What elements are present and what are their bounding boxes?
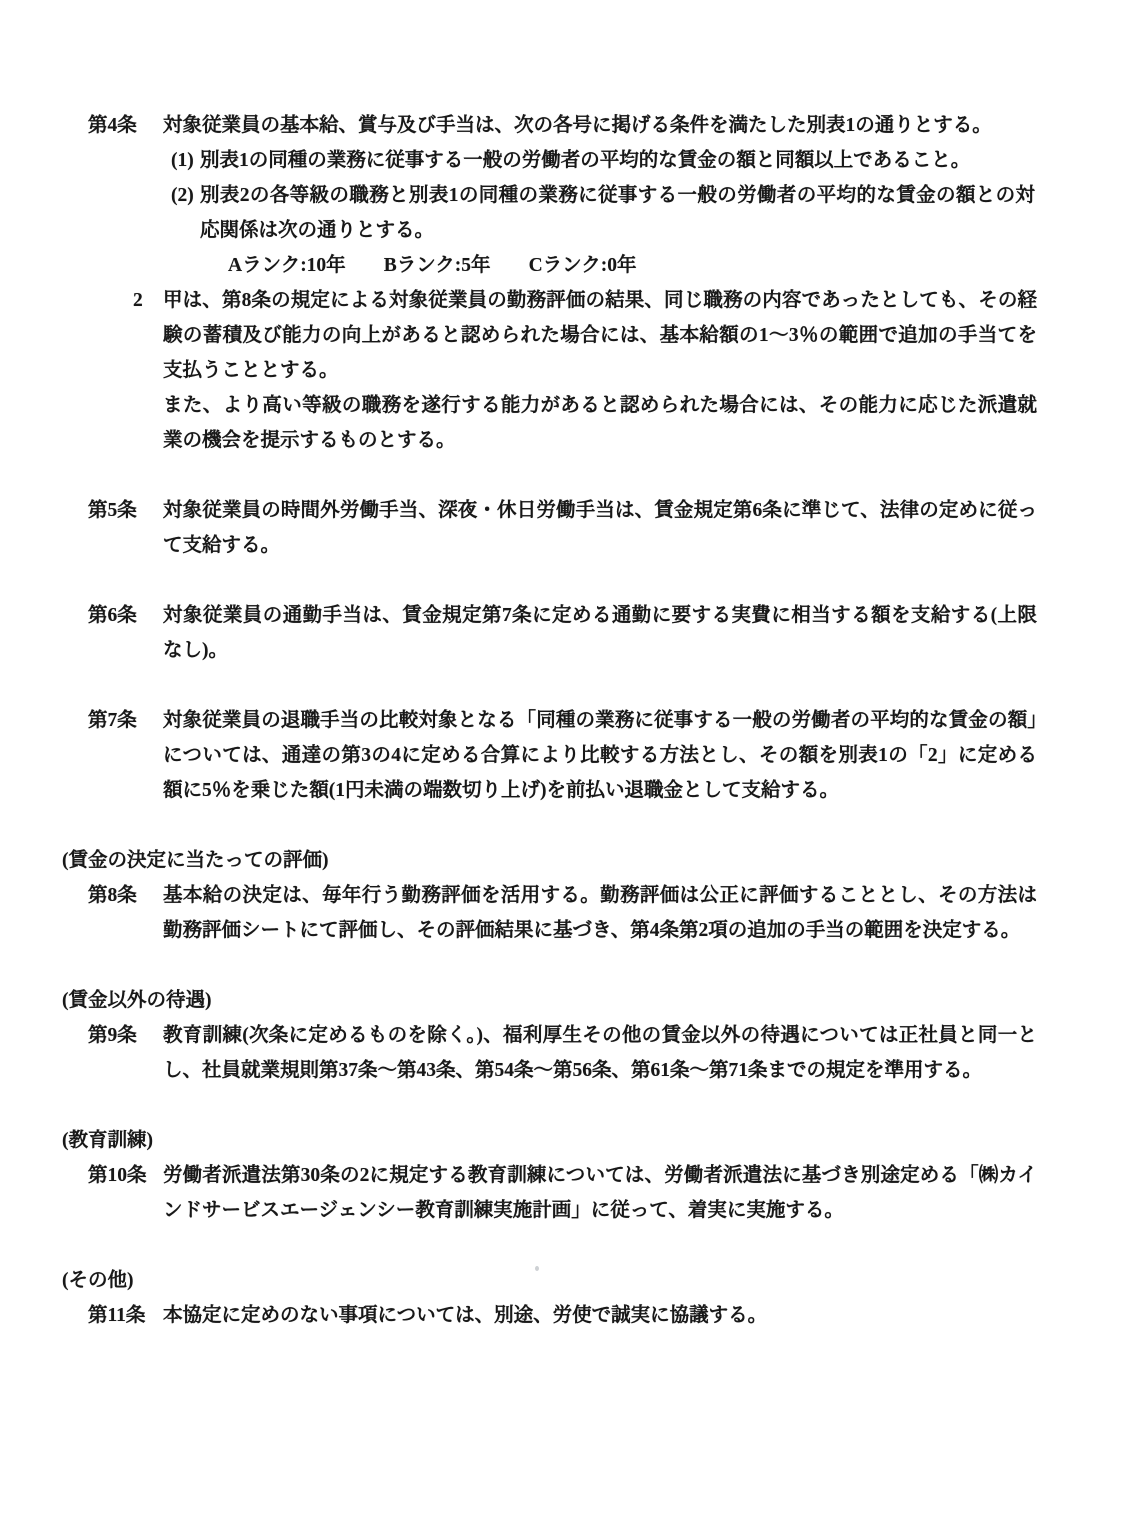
- paragraph-2-text-2: また、より高い等級の職務を遂行する能力があると認められた場合には、その能力に応じた派遣就業の機会を提示するものとする。: [163, 395, 1037, 451]
- article-4-item-2: [0, 178, 1125, 248]
- scan-artifact-speck: [535, 1266, 539, 1271]
- paragraph-2-number: 2: [133, 290, 143, 311]
- article-11-label: 第11条: [88, 1305, 146, 1326]
- article-6-text: 対象従業員の通勤手当は、賃金規定第7条に定める通勤に要する実費に相当する額を支給する(上限なし)。: [163, 605, 1037, 661]
- article-4-item-1: [0, 143, 1125, 178]
- article-10: [0, 1158, 1125, 1228]
- article-6: [0, 598, 1125, 668]
- article-10-text: 労働者派遣法第30条の2に規定する教育訓練については、労働者派遣法に基づき別途定める「㈱カインドサービスエージェンシー教育訓練実施計画」に従って、着実に実施する。: [163, 1165, 1037, 1221]
- rank-b: Bランク:5年: [383, 255, 491, 276]
- section-heading-evaluation: (賃金の決定に当たっての評価): [62, 850, 329, 871]
- article-9: [0, 1018, 1125, 1088]
- article-9-text: 教育訓練(次条に定めるものを除く。)、福利厚生その他の賃金以外の待遇については正社員と同一とし、社員就業規則第37条〜第43条、第54条〜第56条、第61条〜第71条までの規定を準用する。: [163, 1025, 1037, 1081]
- article-11-text: 本協定に定めのない事項については、別途、労使で誠実に協議する。: [163, 1305, 768, 1326]
- article-8-label: 第8条: [88, 885, 137, 906]
- article-4-text: 対象従業員の基本給、賞与及び手当は、次の各号に掲げる条件を満たした別表1の通りとする。: [163, 115, 992, 136]
- article-5: [0, 493, 1125, 563]
- article-7: [0, 703, 1125, 808]
- article-4-main-row: [0, 108, 1125, 143]
- rank-a: Aランク:10年: [228, 255, 346, 276]
- article-4-paragraph-2: [0, 283, 1125, 458]
- item-2-text: 別表2の各等級の職務と別表1の同種の業務に従事する一般の労働者の平均的な賃金の額との対応関係は次の通りとする。: [200, 185, 1035, 241]
- article-8: [0, 878, 1125, 948]
- paragraph-2-body: [163, 283, 1037, 458]
- item-2-marker: (2): [171, 185, 194, 206]
- article-10-label: 第10条: [88, 1165, 147, 1186]
- article-4-label: 第4条: [88, 115, 137, 136]
- article-7-text: 対象従業員の退職手当の比較対象となる「同種の業務に従事する一般の労働者の平均的な賃金の額」については、通達の第3の4に定める合算により比較する方法とし、その額を別表1の「2」に定める額に5％を乗じた額(1円未満の端数切り上げ)を前払い退職金として支給する。: [163, 710, 1037, 801]
- article-9-label: 第9条: [88, 1025, 137, 1046]
- item-1-marker: (1): [171, 150, 194, 171]
- section-heading-other: (その他): [62, 1270, 134, 1291]
- article-4: [0, 108, 1125, 458]
- section-heading-non-wage: (賃金以外の待遇): [62, 990, 212, 1011]
- article-11: [0, 1298, 1125, 1333]
- article-5-label: 第5条: [88, 500, 137, 521]
- article-7-label: 第7条: [88, 710, 137, 731]
- article-8-text: 基本給の決定は、毎年行う勤務評価を活用する。勤務評価は公正に評価することとし、その方法は勤務評価シートにて評価し、その評価結果に基づき、第4条第2項の追加の手当の範囲を決定する。: [163, 885, 1037, 941]
- paragraph-2-text-1: 甲は、第8条の規定による対象従業員の勤務評価の結果、同じ職務の内容であったとしても、その経験の蓄積及び能力の向上があると認められた場合には、基本給額の1〜3％の範囲で追加の手当てを支払うこととする。: [163, 290, 1037, 381]
- item-1-text: 別表1の同種の業務に従事する一般の労働者の平均的な賃金の額と同額以上であること。: [200, 150, 971, 171]
- rank-mapping-row: [228, 248, 1125, 283]
- article-6-label: 第6条: [88, 605, 137, 626]
- section-heading-training: (教育訓練): [62, 1130, 153, 1151]
- article-5-text: 対象従業員の時間外労働手当、深夜・休日労働手当は、賃金規定第6条に準じて、法律の定めに従って支給する。: [163, 500, 1037, 556]
- rank-c: Cランク:0年: [528, 255, 637, 276]
